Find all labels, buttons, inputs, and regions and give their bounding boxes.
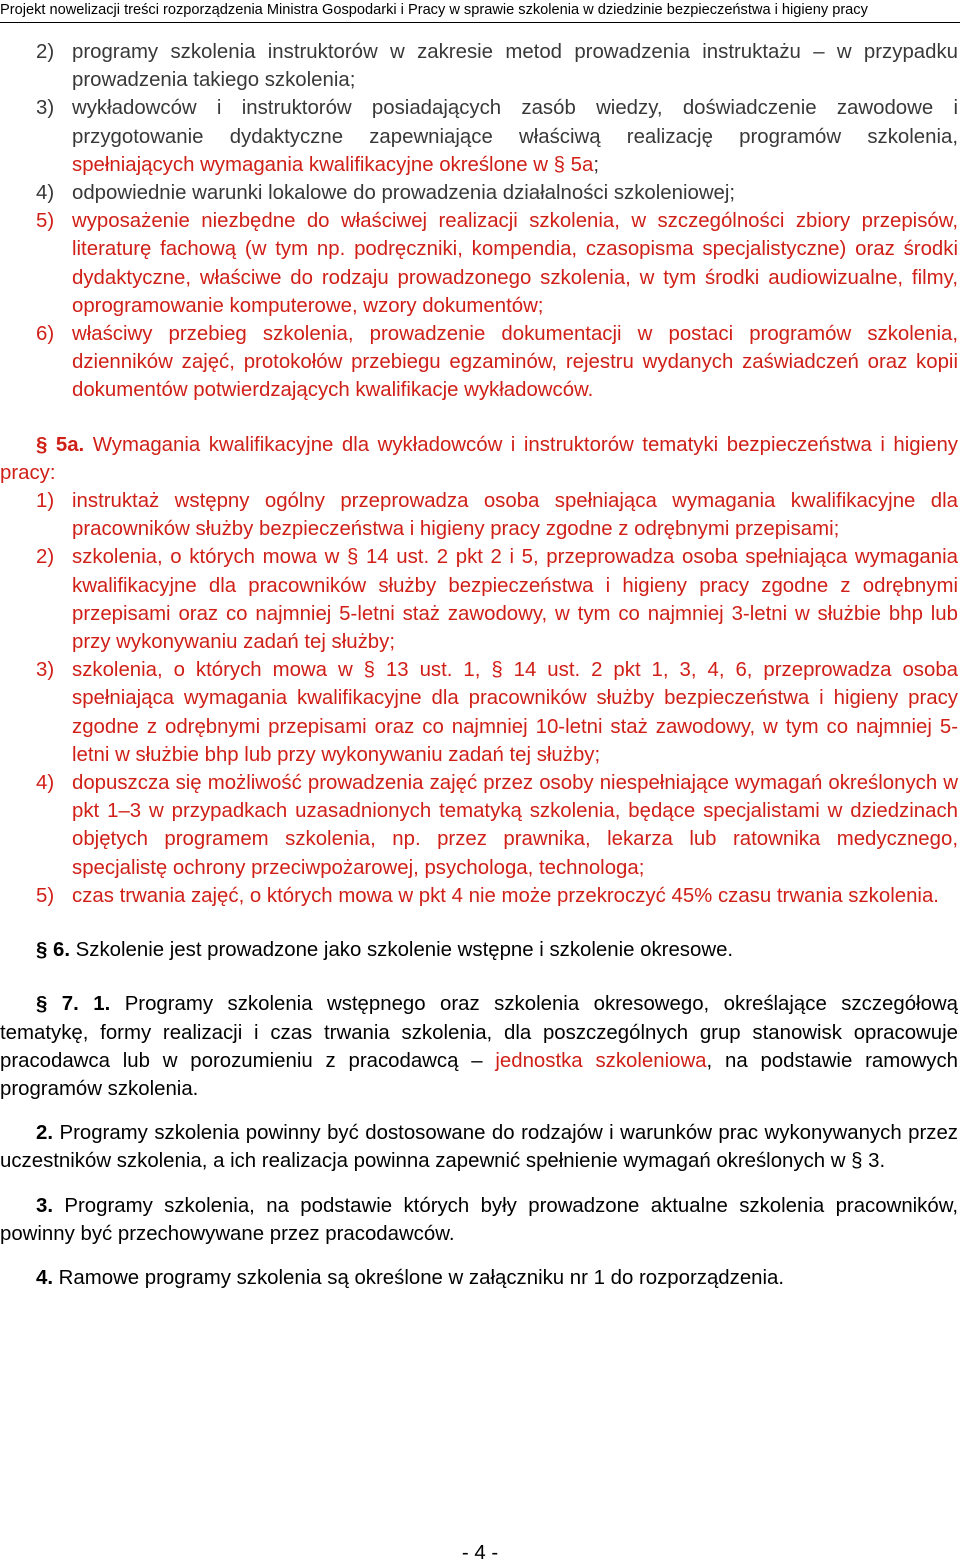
list-item-text-amended: spełniających wymagania kwalifikacyjne określone w § 5a [72,153,594,176]
list-item [0,656,958,769]
paragraph-number: 3. [36,1194,54,1217]
section-7-paragraph-4 [0,1264,958,1292]
list-item-number: 4) [36,182,55,205]
list-item-number: 3) [36,659,55,682]
list-item-number: 4) [36,772,55,795]
list-item-text: dopuszcza się możliwość prowadzenia zajęć przez osoby niespełniające wymagań określonych w pkt 1–3 w przypadkach uzasadnionych tematyką szkolenia, będące specjalistami w dziedzinach objętych programem szkolenia, np. przez prawnika, lekarza lub ratownika medycznego, specjalistę ochrony przeciwpożarowej, psychologa, technologa; [72,772,958,879]
section-number: § 5a. [36,433,85,456]
section-text: Wymagania kwalifikacyjne dla wykładowców i instruktorów tematyki bezpieczeństwa i higieny pracy: [0,433,959,484]
list-item-text: czas trwania zajęć, o których mowa w pkt 4 nie może przekroczyć 45% czasu trwania szkolenia. [72,884,939,907]
list-item-number: 3) [36,97,55,120]
section-7-paragraph-3 [0,1192,958,1248]
list-item [0,94,958,179]
list-item-text-amended: podręczniki, kompendia, czasopisma specjalistyczne) oraz środki dydaktyczne, właściwe do rodzaju prowadzonego szkolenia, w tym środki audiowizualne, filmy, oprogramowanie komputerowe, wzory dokumentów; [72,238,958,317]
list-item-text: szkolenia, o których mowa w § 13 ust. 1, § 14 ust. 2 pkt 1, 3, 4, 6, przeprowadza osoba spełniająca wymagania kwalifikacyjne dla pracowników służby bezpieczeństwa i higieny pracy zgodne z odrębnymi przepisami oraz co najmniej 10-letni staż zawodowy, w tym co najmniej 5-letni w służbie bhp lub przy wykonywaniu zadań tej służby; [72,659,958,766]
section-text: Programy szkolenia wstępnego oraz szkolenia okresowego, określające szczegółową tematykę, formy realizacji i czas trwania szkolenia, dla poszczególnych grup stanowisk opracowuje pracodawca lub w porozumieniu z pracodawcą – [0,993,958,1072]
paragraph-number: 4. [36,1266,54,1289]
page-number: - 4 - [461,1542,499,1564]
paragraph-text: Ramowe programy szkolenia są określone w załączniku nr 1 do rozporządzenia. [53,1266,785,1289]
list-item-number: 5) [36,210,55,233]
list-item [0,487,958,543]
list-item [0,179,958,207]
section-text: Szkolenie jest prowadzone jako szkolenie wstępne i szkolenie okresowe. [70,939,734,962]
list-item-number: 2) [36,546,55,569]
list-item [0,320,958,405]
section-text-amended: jednostka szkoleniowa [495,1049,707,1072]
list-item [0,207,958,320]
list-item [0,543,958,656]
paragraph-text: Programy szkolenia powinny być dostosowane do rodzajów i warunków prac wykonywanych przez uczestników szkolenia, a ich realizacja powinna zapewnić spełnienie wymagań określonych w § 3. [0,1122,958,1173]
section-text-end: , na podstawie ramowych programów szkolenia. [0,1049,958,1100]
section-7 [0,990,958,1103]
list-item-text: wykładowców i instruktorów posiadających zasób wiedzy, doświadczenie zawodowe i przygotowanie dydaktyczne zapewniające właściwą realizację programów szkolenia, [72,97,958,148]
list-item [0,38,958,94]
section-number: § 7. 1. [36,993,111,1016]
list-item-number: 6) [36,323,55,346]
list-item-text: szkolenia, o których mowa w § 14 ust. 2 pkt 2 i 5, przeprowadza osoba spełniająca wymagania kwalifikacyjne dla pracowników służby bezpieczeństwa i higieny pracy zgodne z odrębnymi przepisami oraz co najmniej 5-letni staż zawodowy, w tym co najmniej 3-letni w służbie bhp lub przy wykonywaniu zadań tej służby; [72,546,958,654]
list-item [0,769,958,882]
list-item-number: 1) [36,490,55,513]
list-item [0,882,958,910]
list-item-text: odpowiednie warunki lokalowe do prowadzenia działalności szkoleniowej; [72,182,736,205]
list-item-text-end: ; [593,153,600,176]
list-item-text: wyposażenie niezbędne do właściwej realizacji szkolenia, w szczególności zbiory przepisów, literaturę fachową (w tym np. [72,210,958,261]
list-item-text: programy szkolenia instruktorów w zakresie metod prowadzenia instruktażu – w przypadku prowadzenia takiego szkolenia; [72,41,958,92]
paragraph-text: Programy szkolenia, na podstawie których były prowadzone aktualne szkolenia pracowników, powinny być przechowywane przez pracodawców. [0,1194,958,1245]
section-6 [0,936,958,964]
running-header: Projekt nowelizacji treści rozporządzenia Ministra Gospodarki i Pracy w sprawie szkolenia w dziedzinie bezpieczeństwa i higieny pracy [0,0,960,23]
section-7-paragraph-2 [0,1119,958,1175]
paragraph-number: 2. [36,1122,54,1145]
document-body [0,38,958,1292]
section-number: § 6. [36,939,71,962]
list-item-number: 2) [36,41,55,63]
list-item-text: właściwy przebieg szkolenia, prowadzenie dokumentacji w postaci programów szkolenia, dzienników zajęć, protokołów przebiegu egzaminów, rejestru wydanych zaświadczeń oraz kopii dokumentów potwierdzających kwalifikacje wykładowców. [72,323,958,402]
list-item-number: 5) [36,884,55,907]
list-item-text: instruktaż wstępny ogólny przeprowadza osoba spełniająca wymagania kwalifikacyjne dla pracowników służby bezpieczeństwa i higieny pracy zgodne z odrębnymi przepisami; [72,490,958,541]
section-5a [0,431,958,487]
